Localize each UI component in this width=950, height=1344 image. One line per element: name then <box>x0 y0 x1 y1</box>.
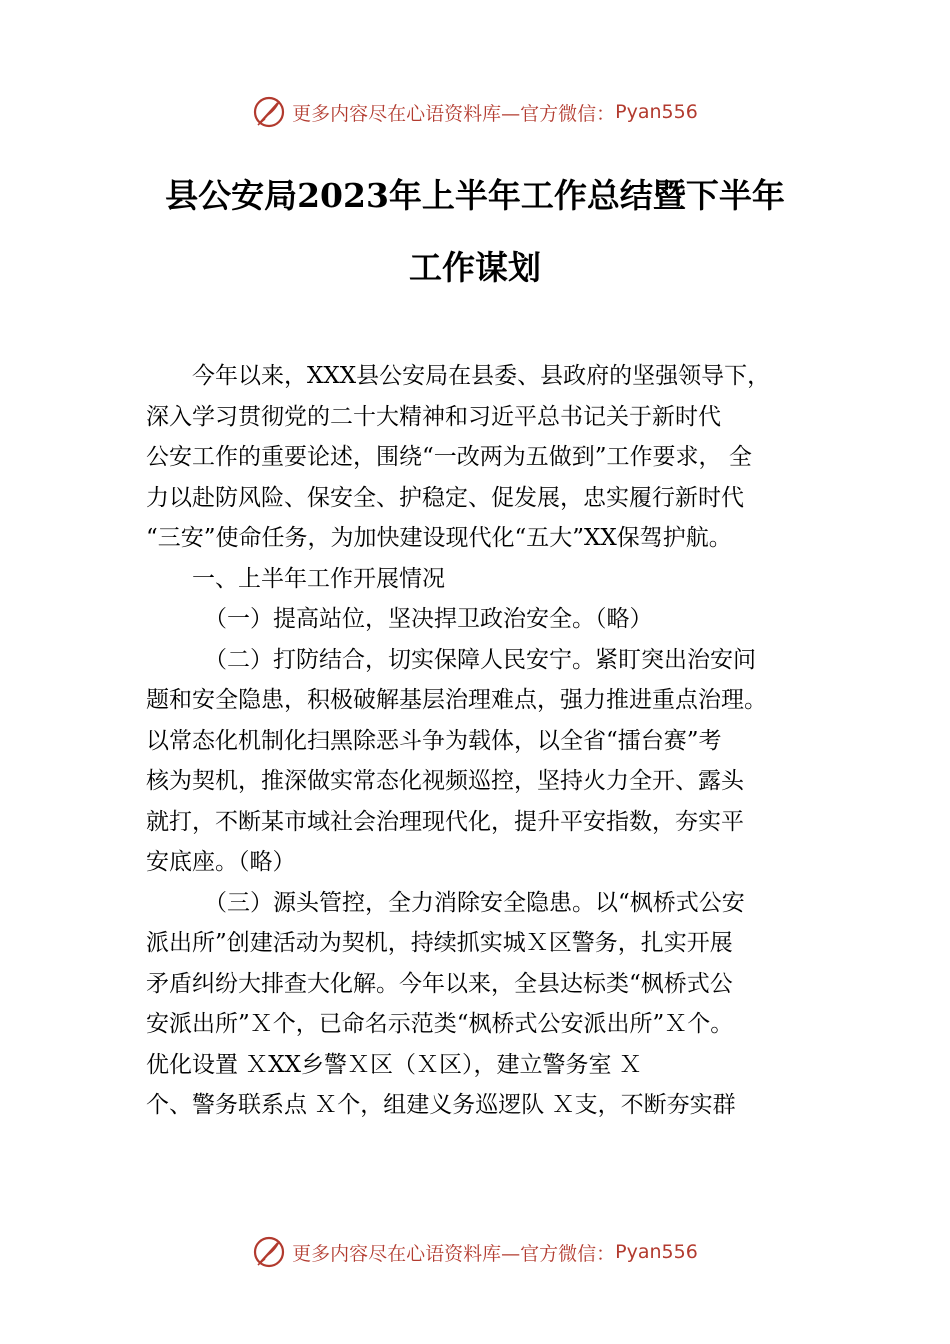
watermark-handle: Pyan556 <box>615 101 698 123</box>
body-line: 就打，不断某市域社会治理现代化，提升平安指数，夯实平 <box>146 808 744 835</box>
document-title <box>0 160 950 304</box>
quill-logo-icon <box>252 1235 286 1269</box>
body-line: 优化设置 ＸXX乡警Ｘ区（Ｘ区），建立警务室 Ｘ <box>146 1051 642 1078</box>
document-body <box>146 356 836 1126</box>
title-line-2: 工作谋划 <box>409 248 541 287</box>
body-line: “三安”使命任务，为加快建设现代化“五大”XX保驾护航。 <box>146 525 732 551</box>
body-line: 安底座。（略） <box>146 849 296 875</box>
body-line: 力以赴防风险、保安全、护稳定、促发展，忠实履行新时代 <box>146 484 744 511</box>
body-line: 核为契机，推深做实常态化视频巡控，坚持火力全开、露头 <box>146 768 744 794</box>
body-line: 公安工作的重要论述，围绕“一改两为五做到”工作要求， 全 <box>146 444 752 470</box>
body-line: 矛盾纠纷大排查大化解。今年以来，全县达标类“枫桥式公 <box>146 970 733 997</box>
title-line-1: 县公安局2023年上半年工作总结暨下半年 <box>165 176 785 215</box>
body-line: 安派出所”Ｘ个，已命名示范类“枫桥式公安派出所”Ｘ个。 <box>146 1011 734 1037</box>
body-line: 今年以来，XXX县公安局在县委、县政府的坚强领导下， <box>192 363 771 389</box>
watermark-text: 更多内容尽在心语资料库—官方微信： <box>292 1242 616 1265</box>
body-line: 以常态化机制化扫黑除恶斗争为载体，以全省“擂台赛”考 <box>146 727 722 754</box>
body-line: 深入学习贯彻党的二十大精神和习近平总书记关于新时代 <box>146 403 721 430</box>
body-line: （三）源头管控，全力消除安全隐患。以“枫桥式公安 <box>204 889 745 916</box>
watermark-header <box>0 95 950 129</box>
body-line: 个、警务联系点 Ｘ个，组建义务巡逻队 Ｘ支，不断夯实群 <box>146 1092 736 1118</box>
subsection-heading: （一）提高站位，坚决捍卫政治安全。（略） <box>204 606 653 632</box>
watermark-handle: Pyan556 <box>615 1241 698 1263</box>
body-line: 派出所”创建活动为契机，持续抓实城Ｘ区警务，扎实开展 <box>146 930 733 956</box>
watermark-footer <box>0 1235 950 1269</box>
section-heading: 一、上半年工作开展情况 <box>192 565 445 592</box>
body-line: （二）打防结合，切实保障人民安宁。紧盯突出治安问 <box>204 646 756 673</box>
watermark-text: 更多内容尽在心语资料库—官方微信： <box>292 102 616 125</box>
body-line: 题和安全隐患，积极破解基层治理难点，强力推进重点治理。 <box>146 687 767 713</box>
quill-logo-icon <box>252 95 286 129</box>
